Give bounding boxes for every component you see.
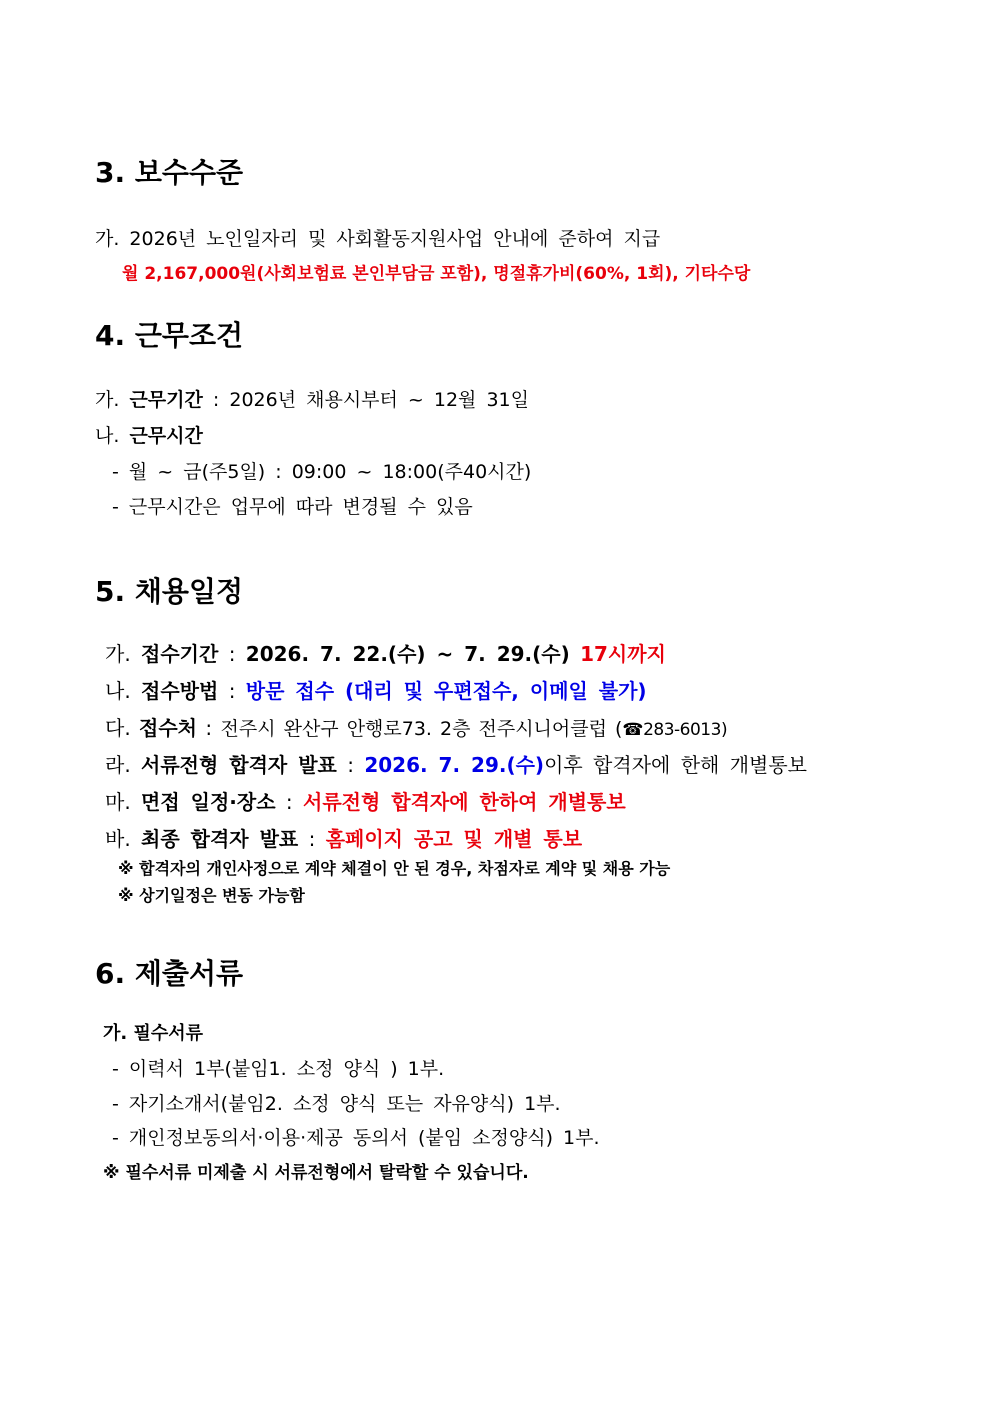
s5-ma-sep: : xyxy=(285,790,293,814)
s4-na-label: 근무시간 xyxy=(129,425,203,447)
s5-item-na xyxy=(105,678,647,704)
s5-na-sep: : xyxy=(228,679,236,703)
s5-da-label: 접수처 xyxy=(139,716,198,740)
s5-ga-deadline: 17시까지 xyxy=(580,642,666,666)
s5-item-da xyxy=(105,715,727,743)
s4-hours: - 월 ~ 금(주5일) : 09:00 ~ 18:00(주40시간) xyxy=(112,461,532,483)
s5-da-address: 전주시 완산구 안행로73. 2층 전주시니어클럽 ( xyxy=(220,718,623,740)
section-6-title: 6. 제출서류 xyxy=(95,957,244,990)
s5-da-sep: : xyxy=(205,716,213,740)
s5-ga-sep: : xyxy=(228,642,236,666)
s6-doc-item-2: - 자기소개서(붙임2. 소정 양식 또는 자유양식) 1부. xyxy=(112,1093,561,1115)
s5-ma-label: 면접 일정·장소 xyxy=(141,790,276,814)
s5-da-prefix: 다. xyxy=(105,716,131,740)
s5-ga-date: 2026. 7. 22.(수) ~ 7. 29.(수) xyxy=(245,642,570,666)
s4-na-prefix: 나. xyxy=(95,425,120,447)
s4-ga-value: : 2026년 채용시부터 ~ 12월 31일 xyxy=(212,389,529,411)
s5-ga-label: 접수기간 xyxy=(141,642,219,666)
s6-warning: ※ 필수서류 미제출 시 서류전형에서 탈락할 수 있습니다. xyxy=(103,1163,529,1183)
s3-pay-detail: 월 2,167,000원(사회보험료 본인부담금 포함), 명절휴가비(60%, 1회), 기타수당 xyxy=(122,264,751,284)
s5-ba-prefix: 바. xyxy=(105,827,131,851)
s5-note-2: ※ 상기일정은 변동 가능함 xyxy=(118,886,305,905)
s5-item-ra xyxy=(105,752,807,778)
s5-ra-value: 이후 합격자에 한해 개별통보 xyxy=(544,753,807,777)
s4-item-ga xyxy=(95,387,529,413)
s5-ra-sep: : xyxy=(347,753,354,777)
s5-ga-prefix: 가. xyxy=(105,642,131,666)
s5-na-prefix: 나. xyxy=(105,679,131,703)
s5-ba-label: 최종 합격자 발표 xyxy=(141,827,299,851)
s5-na-label: 접수방법 xyxy=(141,679,219,703)
s5-na-value: 방문 접수 (대리 및 우편접수, 이메일 불가) xyxy=(245,679,647,703)
s5-ra-prefix: 라. xyxy=(105,753,131,777)
section-3-title: 3. 보수수준 xyxy=(95,156,244,189)
section-5-title: 5. 채용일정 xyxy=(95,575,244,608)
s5-item-ga xyxy=(105,641,666,667)
s5-item-ba xyxy=(105,826,582,852)
s5-ba-sep: : xyxy=(308,827,316,851)
s6-doc-item-3: - 개인정보동의서·이용·제공 동의서 (붙임 소정양식) 1부. xyxy=(112,1127,600,1149)
s6-subtitle: 가. 필수서류 xyxy=(103,1023,204,1044)
s6-doc-item-1: - 이력서 1부(붙임1. 소정 양식 ) 1부. xyxy=(112,1058,445,1080)
section-4-title: 4. 근무조건 xyxy=(95,319,244,352)
s4-ga-label: 근무기간 xyxy=(129,389,203,411)
s5-ra-label: 서류전형 합격자 발표 xyxy=(141,753,337,777)
s5-da-phone: ☎283-6013) xyxy=(622,720,728,740)
s4-item-na xyxy=(95,423,203,449)
s3-item-ga: 가. 2026년 노인일자리 및 사회활동지원사업 안내에 준하여 지급 xyxy=(95,228,661,250)
s5-note-1: ※ 합격자의 개인사정으로 계약 체결이 안 된 경우, 차점자로 계약 및 채용 가능 xyxy=(118,859,671,878)
s5-item-ma xyxy=(105,789,626,815)
s4-hours-note: - 근무시간은 업무에 따라 변경될 수 있음 xyxy=(112,496,473,518)
s5-ma-value: 서류전형 합격자에 한하여 개별통보 xyxy=(303,790,626,814)
s4-ga-prefix: 가. xyxy=(95,389,120,411)
s5-ma-prefix: 마. xyxy=(105,790,131,814)
s5-ba-value: 홈페이지 공고 및 개별 통보 xyxy=(325,827,583,851)
s5-ra-date: 2026. 7. 29.(수) xyxy=(364,753,545,777)
